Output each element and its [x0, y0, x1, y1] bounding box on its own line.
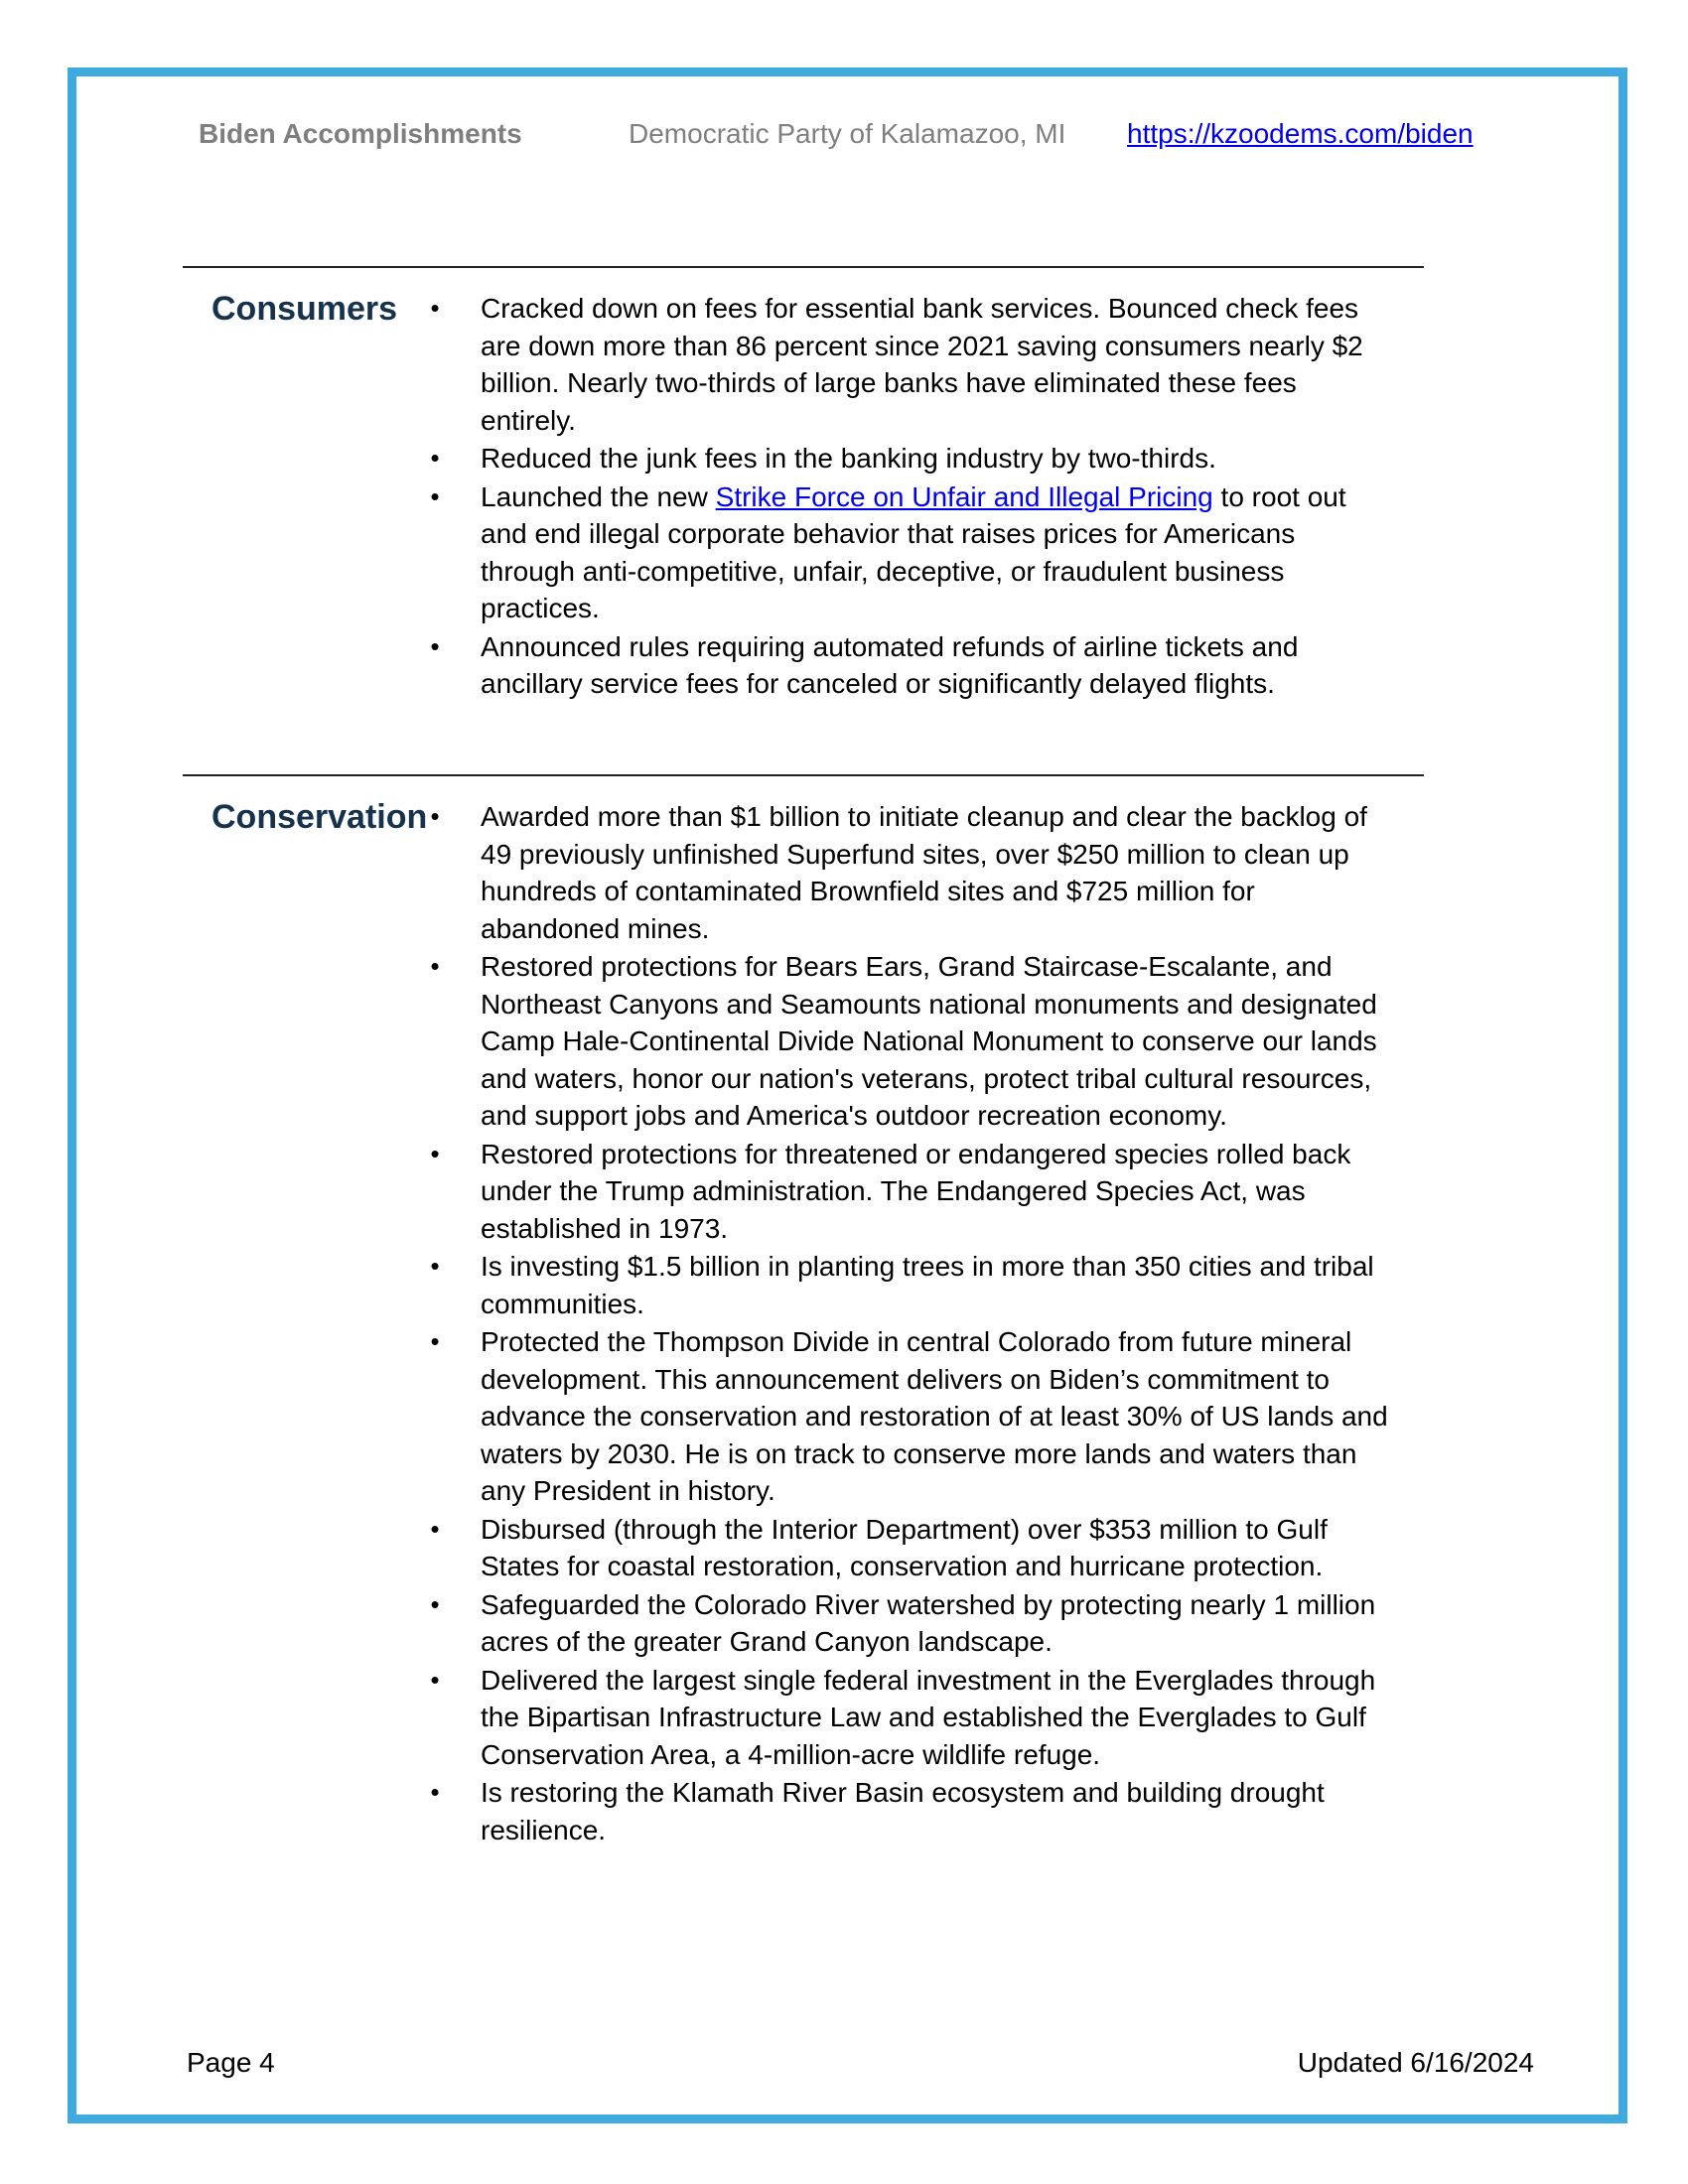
list-item [430, 798, 1394, 947]
updated-date: Updated 6/16/2024 [1297, 2047, 1534, 2078]
list-item-text: Reduced the junk fees in the banking industry by two-thirds. [481, 443, 1216, 474]
list-item [430, 478, 1394, 627]
list-item-text: Safeguarded the Colorado River watershed by protecting nearly 1 million acres of the greater Grand Canyon landscape. [481, 1588, 1376, 1657]
list-item [430, 948, 1394, 1135]
list-item-text: Protected the Thompson Divide in central Colorado from future mineral development. This announcement delivers on Biden’s commitment to advance the conservation and restoration of at least 30% of US lands and waters by 2030. He is on track to conserve more lands and waters than any President in history. [481, 1326, 1388, 1506]
section-heading: Consumers [211, 290, 398, 328]
bullet-icon: • [430, 480, 440, 511]
bullet-icon: • [430, 1326, 440, 1356]
page-number: Page 4 [187, 2047, 275, 2078]
bullet-list [430, 798, 1394, 1849]
list-item-text: Restored protections for Bears Ears, Grand Staircase-Escalante, and Northeast Canyons and Seamounts national monuments and designated Camp Hale-Continental Divide National Monument to conserve our lands and waters, honor our nation's veterans, protect tribal cultural resources, and support jobs and America's outdoor recreation economy. [481, 951, 1377, 1131]
bullet-icon: • [430, 951, 440, 981]
list-item [430, 440, 1394, 478]
strike-force-link[interactable]: Strike Force on Unfair and Illegal Pricing [715, 480, 1213, 512]
list-item [430, 1774, 1394, 1848]
bullet-icon: • [430, 1513, 440, 1544]
section-consumers [183, 266, 1424, 764]
bullet-icon: • [430, 293, 440, 323]
list-item-text-after: to root out and end illegal corporate behavior that raises prices for Americans through anti-competitive, unfair, deceptive, or fraudulent business practices. [481, 480, 1346, 623]
list-item-text: Announced rules requiring automated refunds of airline tickets and ancillary service fees for canceled or significantly delayed flights. [481, 630, 1299, 699]
list-item-text: Disbursed (through the Interior Department) over $353 million to Gulf States for coastal restoration, conservation and hurricane protection. [481, 1513, 1328, 1581]
list-item-text: Is restoring the Klamath River Basin ecosystem and building drought resilience. [481, 1777, 1325, 1845]
list-item [430, 1586, 1394, 1661]
list-item [430, 1248, 1394, 1322]
list-item [430, 1662, 1394, 1774]
bullet-icon: • [430, 1664, 440, 1695]
list-item-text: Delivered the largest single federal investment in the Everglades through the Bipartisan Infrastructure Law and established the Everglades to Gulf Conservation Area, a 4-million-acre wildlife refuge. [481, 1664, 1376, 1770]
list-item [430, 1511, 1394, 1585]
section-conservation [183, 774, 1424, 1868]
bullet-icon: • [430, 1251, 440, 1281]
list-item-text: Awarded more than $1 billion to initiate cleanup and clear the backlog of 49 previously unfinished Superfund sites, over $250 million to clean up hundreds of contaminated Brownfield sites and $725 million for abandoned mines. [481, 801, 1367, 944]
section-heading: Conservation [211, 798, 428, 836]
bullet-icon: • [430, 630, 440, 661]
list-item [430, 1136, 1394, 1248]
list-item [430, 290, 1394, 439]
document-title: Biden Accomplishments [199, 118, 522, 149]
website-link[interactable]: https://kzoodems.com/biden [1127, 118, 1474, 149]
list-item-text-before: Launched the new [481, 480, 716, 512]
list-item [430, 628, 1394, 703]
page-header [0, 118, 1688, 158]
bullet-list [430, 290, 1394, 704]
list-item-text: Is investing $1.5 billion in planting trees in more than 350 cities and tribal communities. [481, 1251, 1374, 1319]
bullet-icon: • [430, 1138, 440, 1168]
list-item [430, 1323, 1394, 1510]
organization-name: Democratic Party of Kalamazoo, MI [629, 118, 1066, 149]
bullet-icon: • [430, 443, 440, 473]
list-item-text: Cracked down on fees for essential bank services. Bounced check fees are down more than 86 percent since 2021 saving consumers nearly $2 billion. Nearly two-thirds of large banks have eliminated these fees entirely. [481, 293, 1363, 436]
bullet-icon: • [430, 1588, 440, 1619]
bullet-icon: • [430, 1777, 440, 1807]
list-item-text: Restored protections for threatened or endangered species rolled back under the Trump administration. The Endangered Species Act, was established in 1973. [481, 1138, 1351, 1244]
bullet-icon: • [430, 801, 440, 831]
